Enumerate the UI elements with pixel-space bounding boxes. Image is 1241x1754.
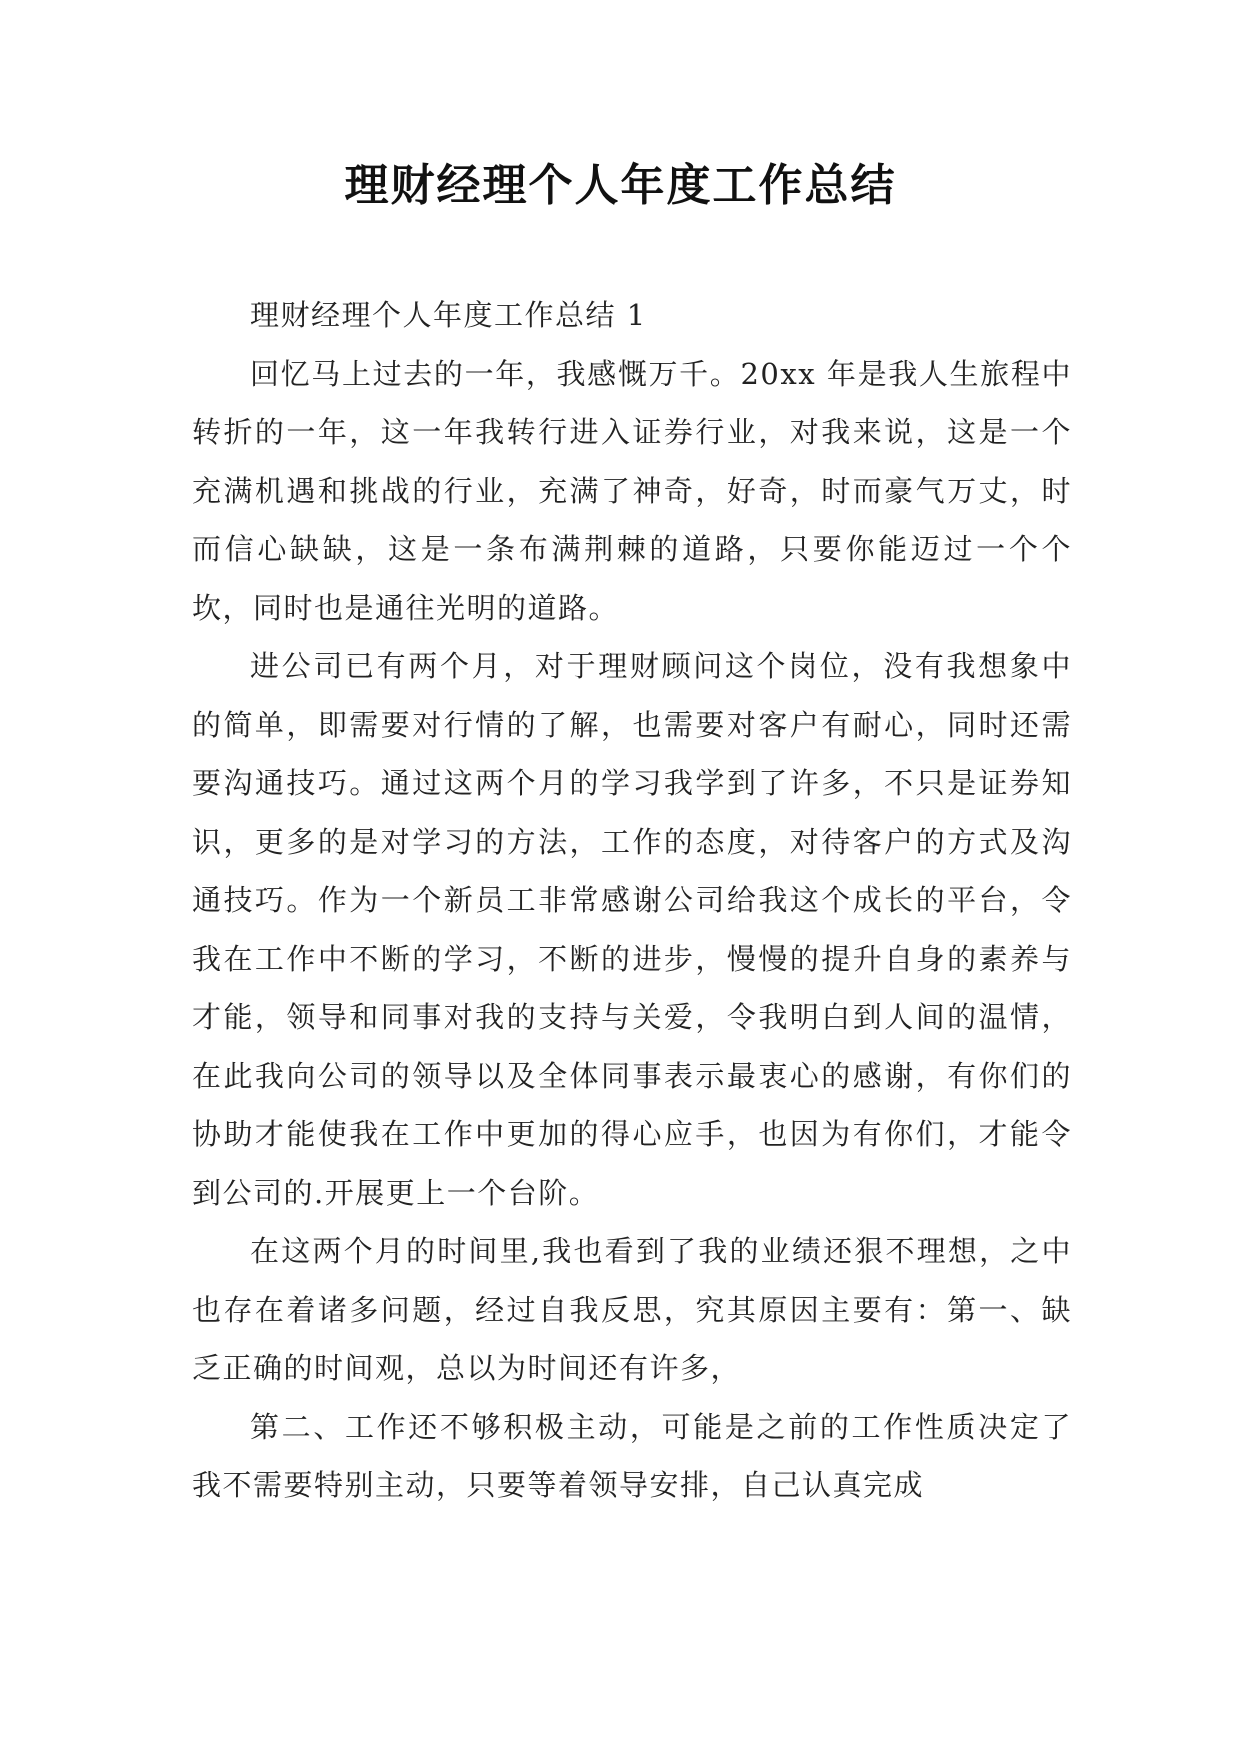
document-body xyxy=(192,286,1072,1515)
paragraph-heading: 理财经理个人年度工作总结 1 xyxy=(250,298,647,332)
paragraph: 第二、工作还不够积极主动，可能是之前的工作性质决定了我不需要特别主动，只要等着领导安排，自己认真完成 xyxy=(192,1409,1072,1502)
document-title: 理财经理个人年度工作总结 xyxy=(344,160,897,211)
paragraph: 回忆马上过去的一年，我感慨万千。20xx 年是我人生旅程中转折的一年，这一年我转行进入证券行业，对我来说，这是一个充满机遇和挑战的行业，充满了神奇，好奇，时而豪气万丈，时而信心缺缺，这是一条布满荆棘的道路，只要你能迈过一个个坎，同时也是通往光明的道路。 xyxy=(192,356,1072,625)
paragraph: 在这两个月的时间里,我也看到了我的业绩还狠不理想，之中也存在着诸多问题，经过自我反思，究其原因主要有：第一、缺乏正确的时间观，总以为时间还有许多， xyxy=(192,1234,1072,1385)
paragraph: 进公司已有两个月，对于理财顾问这个岗位，没有我想象中的简单，即需要对行情的了解，也需要对客户有耐心，同时还需要沟通技巧。通过这两个月的学习我学到了许多，不只是证券知识，更多的是对学习的方法，工作的态度，对待客户的方式及沟通技巧。作为一个新员工非常感谢公司给我这个成长的平台，令我在工作中不断的学习，不断的进步，慢慢的提升自身的素养与才能，领导和同事对我的支持与关爱，令我明白到人间的温情，在此我向公司的领导以及全体同事表示最衷心的感谢，有你们的协助才能使我在工作中更加的得心应手，也因为有你们，才能令到公司的.开展更上一个台阶。 xyxy=(192,649,1072,1210)
